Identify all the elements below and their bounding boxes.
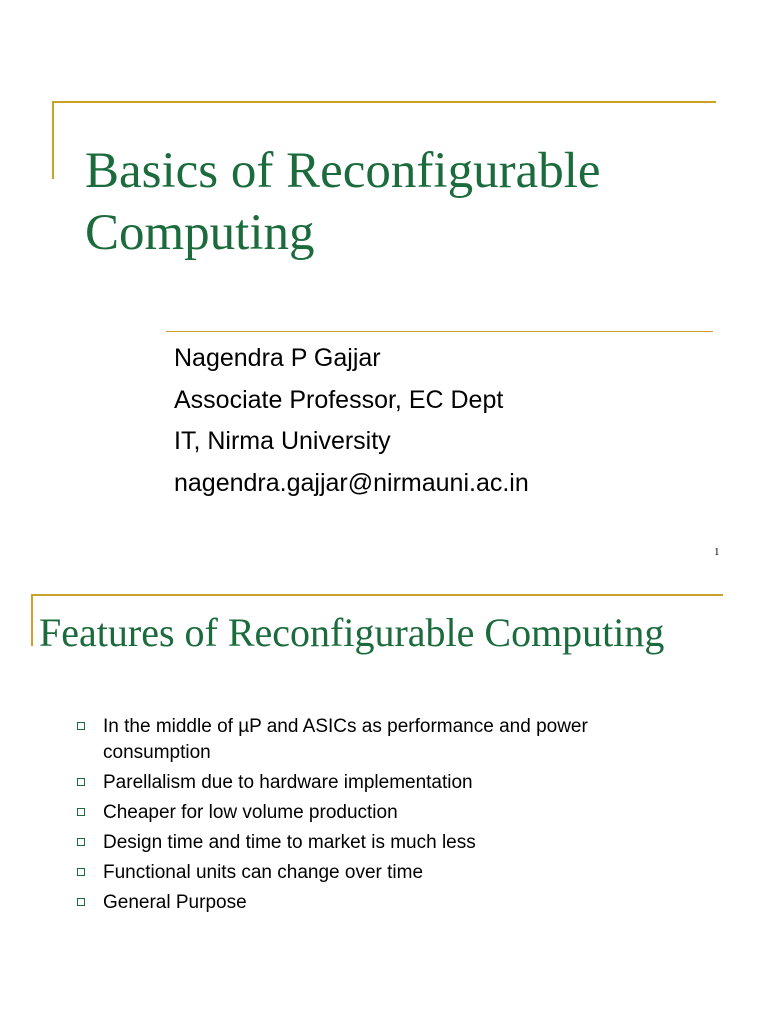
list-item-text: Functional units can change over time: [103, 862, 424, 883]
list-item: [76, 830, 676, 856]
list-item: [76, 770, 676, 796]
list-item: [76, 800, 676, 826]
list-item: [76, 860, 676, 886]
features-list: [76, 714, 676, 920]
slide-1-title: [85, 140, 601, 264]
list-item-text: General Purpose: [103, 892, 247, 913]
slide-2-title: Features of Reconfigurable Computing: [39, 610, 665, 655]
list-item: [76, 714, 676, 766]
slide-1-title-line-2: Computing: [85, 205, 315, 261]
author-institution: IT, Nirma University: [174, 427, 391, 455]
hollow-square-bullet-icon: [77, 808, 85, 816]
hollow-square-bullet-icon: [77, 868, 85, 876]
page-number: 1: [714, 546, 720, 558]
slide-1-top-rule: [52, 101, 716, 103]
hollow-square-bullet-icon: [77, 778, 85, 786]
list-item: [76, 890, 676, 916]
author-name: Nagendra P Gajjar: [174, 344, 381, 372]
slide-2-left-rule: [31, 594, 33, 646]
hollow-square-bullet-icon: [77, 722, 85, 730]
author-email: nagendra.gajjar@nirmauni.ac.in: [174, 468, 529, 497]
slide-1-author-rule: [166, 331, 713, 332]
hollow-square-bullet-icon: [77, 838, 85, 846]
hollow-square-bullet-icon: [77, 898, 85, 906]
slide-1-title-line-1: Basics of Reconfigurable: [85, 143, 601, 199]
slide-1-left-rule: [52, 101, 54, 179]
list-item-text: In the middle of µP and ASICs as performance and power consumption: [103, 716, 588, 763]
slide-2-top-rule: [31, 594, 723, 596]
list-item-text: Design time and time to market is much less: [103, 832, 476, 853]
list-item-text: Cheaper for low volume production: [103, 802, 398, 823]
author-position: Associate Professor, EC Dept: [174, 385, 504, 414]
author-info: [174, 338, 529, 504]
list-item-text: Parellalism due to hardware implementation: [103, 772, 473, 793]
